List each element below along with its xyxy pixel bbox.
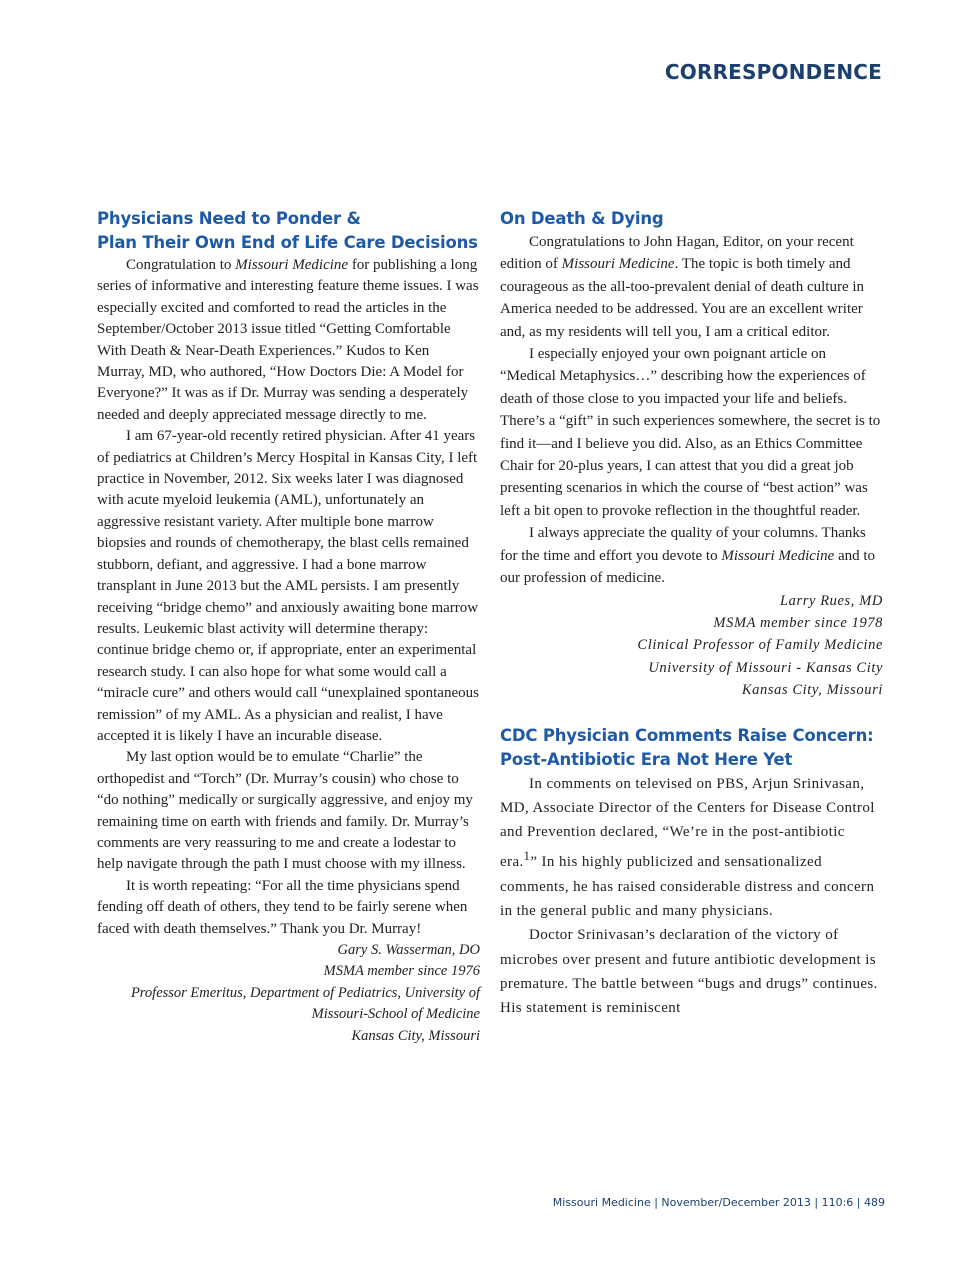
signature-name: Gary S. Wasserman, DO bbox=[337, 942, 480, 958]
right-column bbox=[500, 207, 883, 1021]
letter-end-of-life bbox=[97, 207, 480, 1047]
paragraph: I am 67-year-old recently retired physician. After 41 years of pediatrics at Children’s Mercy Hospital in Kansas City, I left practice in November, 2012. Six weeks later I was diagnosed with acute myeloid leukemia (AML), unfortunately an aggressive resistant variety. After multiple bone marrow biopsies and rounds of chemotherapy, the blast cells remained stubborn, defiant, and aggressive. I had a bone marrow transplant in June 2013 but the AML persists. I am presently receiving “bridge chemo” and anxiously awaiting bone marrow results. Leukemic blast activity will determine therapy: continue bridge chemo or, if appropriate, enter an experimental research study. I can also hope for what some would call a “miracle cure” and others would call “unexplained spontaneous remission” of my AML. As a physician and realist, I have accepted it is likely I have an incurable disease. bbox=[97, 428, 479, 744]
signature-member: MSMA member since 1976 bbox=[323, 963, 480, 980]
signature-name: Larry Rues, MD bbox=[779, 592, 883, 609]
headline-end-of-life bbox=[97, 207, 480, 255]
paragraph: My last option would be to emulate “Charlie” the orthopedist and “Torch” (Dr. Murray’s cousin) who chose to “do nothing” medically or surgically aggressive, and enjoy my remaining time on earth with friends and family. Dr. Murray’s comments are very reassuring to me and create a lodestar to help navigate through the path I must choose with my illness. bbox=[97, 749, 473, 873]
paragraph: I especially enjoyed your own poignant article on “Medical Metaphysics…” describing how the experiences of death of those close to you impacted your life and beliefs. There’s a “gift” in such experiences somewhere, the secret is to find it—and I believe you did. Also, as an Ethics Committee Chair for 20-plus years, I can attest that you did a great job presenting scenarios in which the course of “best action” was left a bit open to provoke reflection in the thoughtful reader. bbox=[500, 346, 881, 519]
signature-city: Kansas City, Missouri bbox=[741, 682, 883, 699]
paragraph: I always appreciate the quality of your columns. Thanks for the time and effort you devote to Missouri Medicine and to our profession of medicine. bbox=[500, 525, 876, 587]
signature-university: University of Missouri - Kansas City bbox=[648, 659, 883, 676]
signature-block bbox=[97, 940, 480, 1047]
signature-city: Kansas City, Missouri bbox=[351, 1027, 480, 1044]
headline-line-1: CDC Physician Comments Raise Concern: bbox=[500, 725, 874, 745]
letter-body bbox=[500, 231, 883, 702]
footer-page-number: 489 bbox=[864, 1196, 885, 1209]
headline-line-1: Physicians Need to Ponder & bbox=[97, 209, 361, 228]
reference-marker: 1 bbox=[523, 849, 531, 864]
signature-member: MSMA member since 1978 bbox=[713, 614, 883, 631]
signature-title: Missouri-School of Medicine bbox=[311, 1006, 480, 1023]
footer-volume: 110:6 bbox=[821, 1196, 854, 1209]
publication-name: Missouri Medicine bbox=[721, 547, 835, 564]
page-footer: Missouri Medicine | November/December 2013 | 110:6 | 489 bbox=[552, 1196, 885, 1209]
paragraph: Congratulations to John Hagan, Editor, on your recent edition of Missouri Medicine. The topic is both timely and courageous as the all-too-prevalent denial of death culture in America needed to be addressed. You are an excellent writer and, as my residents will tell you, I am a critical editor. bbox=[500, 234, 865, 340]
paragraph: Congratulation to Missouri Medicine for publishing a long series of informative and interesting feature theme issues. I was especially excited and comforted to read the articles in the September/October 2013 issue titled “Getting Comfortable With Death & Near-Death Experiences.” Kudos to Ken Murray, MD, who authored, “How Doctors Die: A Model for Everyone?” It was as if Dr. Murray was sending a desperately needed and deeply appreciated message directly to me. bbox=[97, 257, 479, 423]
headline-line-2: Post-Antibiotic Era Not Here Yet bbox=[500, 749, 793, 769]
letter-body bbox=[97, 255, 480, 1047]
footer-journal: Missouri Medicine bbox=[552, 1196, 651, 1209]
footer-issue: November/December 2013 bbox=[661, 1196, 811, 1209]
paragraph: Doctor Srinivasan’s declaration of the victory of microbes over present and future antibiotic development is premature. The battle between “bugs and drugs” continues. His statement is reminiscent bbox=[500, 927, 878, 1017]
headline-death-dying: On Death & Dying bbox=[500, 209, 664, 228]
headline-cdc bbox=[500, 724, 883, 772]
publication-name: Missouri Medicine bbox=[235, 257, 349, 273]
headline-line-2: Plan Their Own End of Life Care Decisions bbox=[97, 233, 478, 252]
signature-title: Professor Emeritus, Department of Pediatrics, University of bbox=[130, 984, 480, 1001]
paragraph: In comments on televised on PBS, Arjun Srinivasan, MD, Associate Director of the Centers for Disease Control and Prevention declared, “We’re in the post-antibiotic era.$^1$” In his highly publicized and sensationalized comments, he has raised considerable distress and concern in the general public and many physicians. bbox=[500, 775, 875, 920]
signature-title: Clinical Professor of Family Medicine bbox=[637, 637, 883, 654]
section-label: CORRESPONDENCE bbox=[664, 60, 882, 84]
letter-body bbox=[500, 772, 883, 1021]
paragraph: It is worth repeating: “For all the time physicians spend fending off death of others, they tend to be fairly serene when faced with death themselves.” Thank you Dr. Murray! bbox=[97, 877, 468, 937]
signature-block bbox=[500, 590, 883, 702]
publication-name: Missouri Medicine bbox=[561, 256, 675, 273]
